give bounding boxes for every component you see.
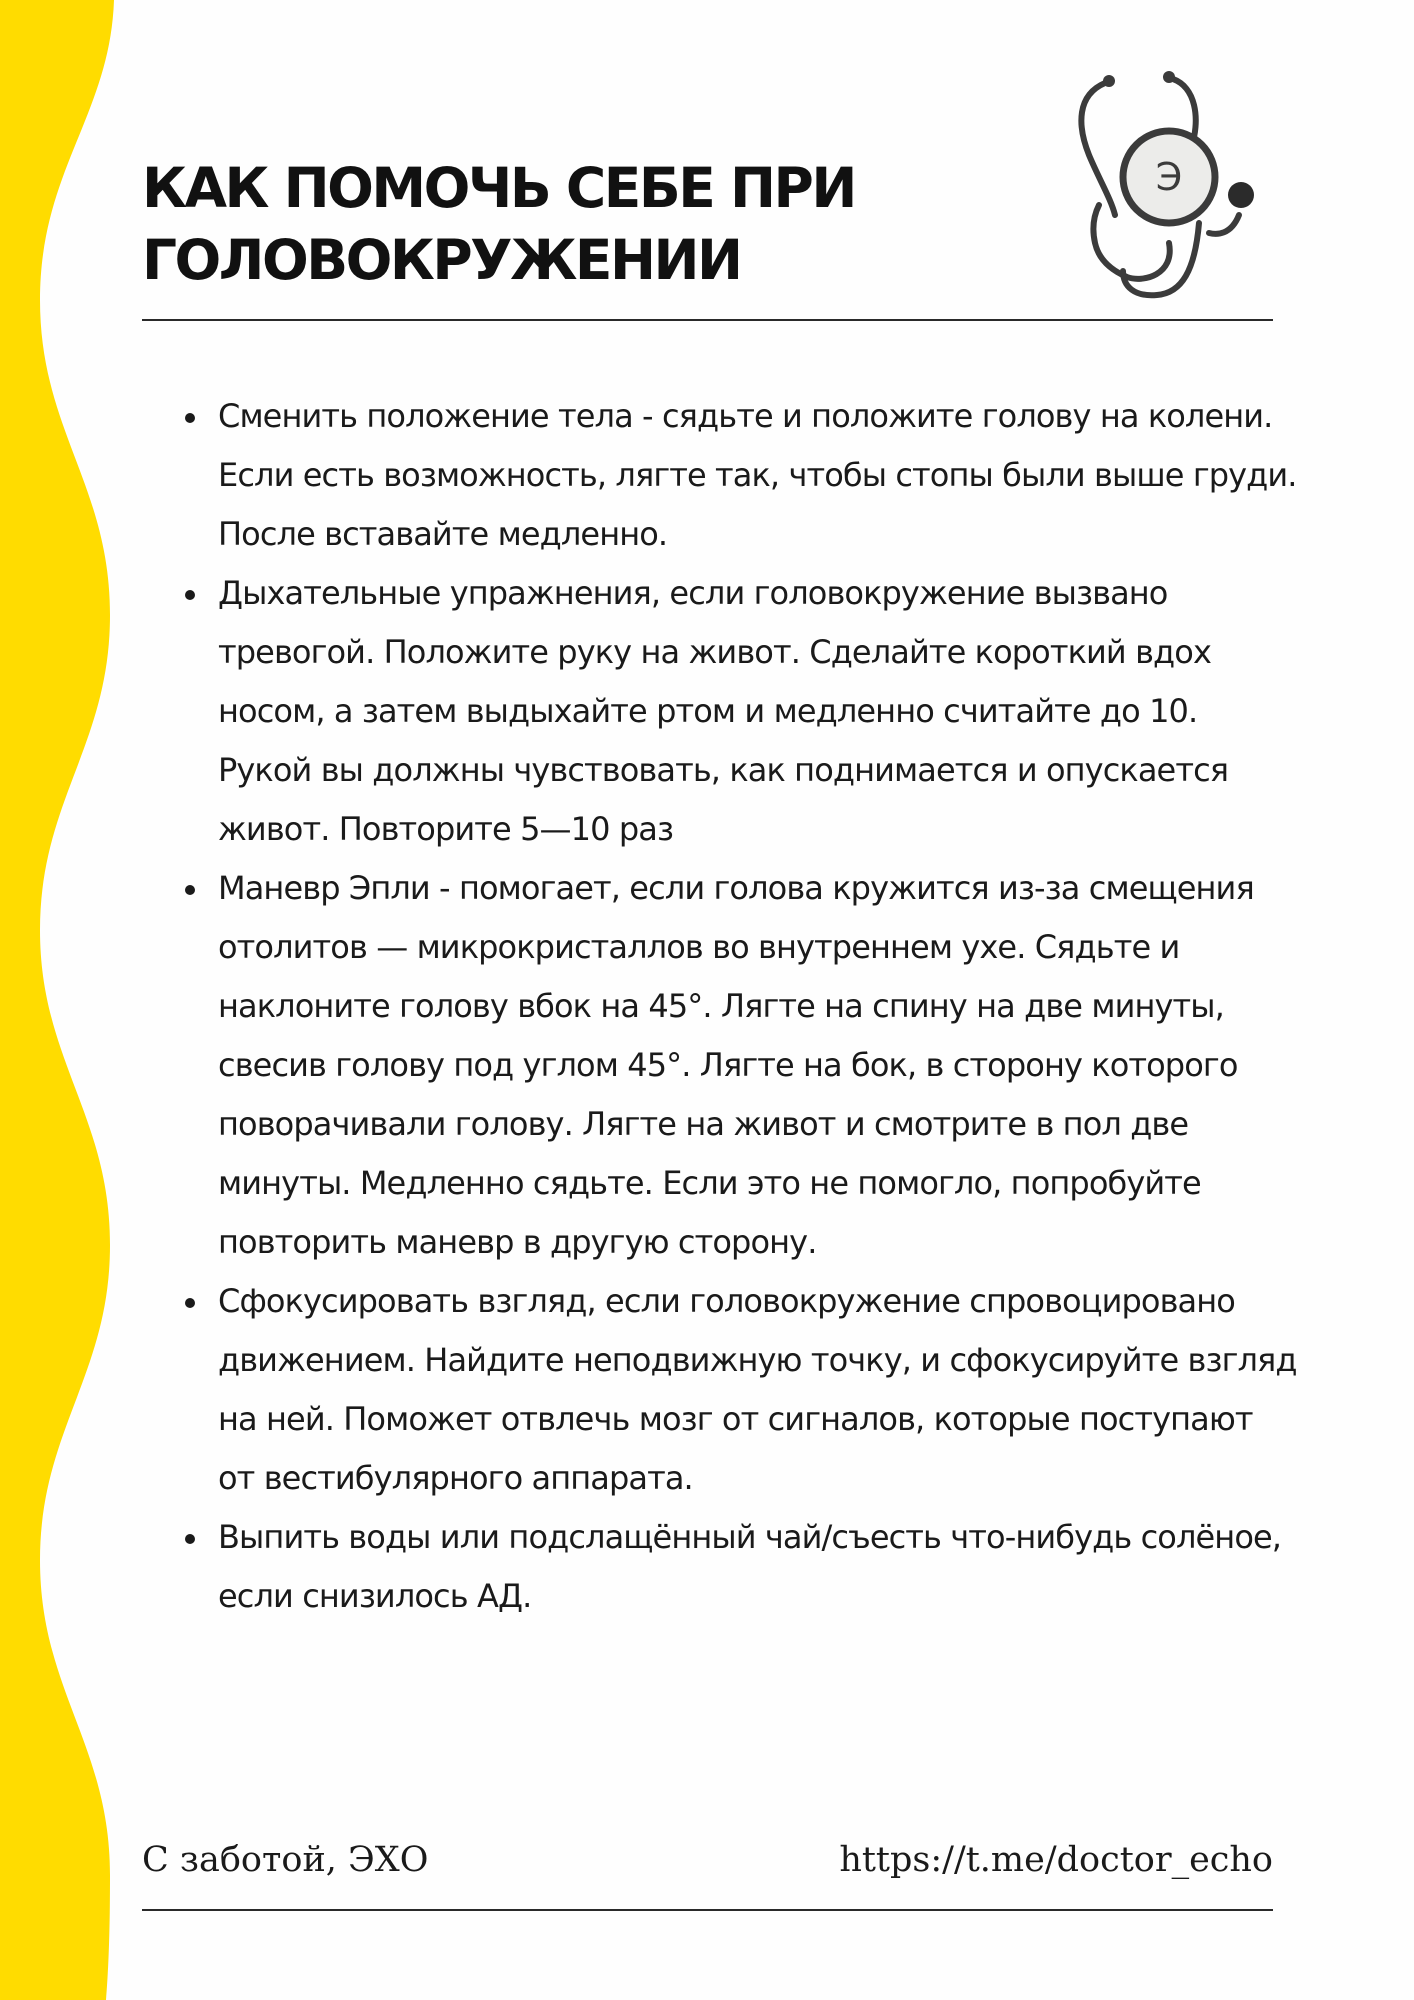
list-item: [218, 1508, 1298, 1626]
page-title: КАК ПОМОЧЬ СЕБЕ ПРИ ГОЛОВОКРУЖЕНИИ: [142, 156, 855, 292]
tip-text: Дыхательные упражнения, если головокружение вызвано тревогой. Положите руку на живот. Сделайте короткий вдох носом, а затем выдыхайте ртом и медленно считайте до 10. Рукой вы должны чувствовать, как поднимается и опускается живот. Повторите 5—10 раз: [218, 574, 1229, 848]
list-item: [218, 564, 1298, 859]
signature: С заботой, ЭХО: [142, 1840, 429, 1880]
tip-text: Сфокусировать взгляд, если головокружение спровоцировано движением. Найдите неподвижную точку, и сфокусируйте взгляд на ней. Поможет отвлечь мозг от сигналов, которые поступают от вестибулярного аппарата.: [218, 1282, 1297, 1497]
telegram-link[interactable]: https://t.me/doctor_echo: [839, 1840, 1273, 1880]
bullet-icon: [185, 885, 195, 895]
footer-divider: [142, 1909, 1273, 1911]
yellow-wave-shape: [0, 0, 114, 2000]
tip-text: Сменить положение тела - сядьте и положите голову на колени. Если есть возможность, лягте так, чтобы стопы были выше груди. После вставайте медленно.: [218, 397, 1297, 553]
bullet-icon: [185, 1534, 195, 1544]
list-item: [218, 387, 1298, 564]
tip-text: Выпить воды или подслащённый чай/съесть что-нибудь солёное, если снизилось АД.: [218, 1518, 1282, 1615]
tube-end: [1228, 182, 1254, 208]
earpiece-right: [1163, 71, 1175, 83]
logo-letter: Э: [1155, 155, 1183, 199]
earpiece-left: [1103, 75, 1115, 87]
bullet-icon: [185, 590, 195, 600]
list-item: [218, 1272, 1298, 1508]
stethoscope-icon: [1065, 65, 1265, 305]
bullet-icon: [185, 1298, 195, 1308]
tips-list: [218, 387, 1298, 1626]
bullet-icon: [185, 413, 195, 423]
header-divider: [142, 319, 1273, 321]
list-item: [218, 859, 1298, 1272]
yellow-wave-border: [0, 0, 140, 2000]
tip-text: Маневр Эпли - помогает, если голова кружится из-за смещения отолитов — микрокристаллов во внутреннем ухе. Сядьте и наклоните голову вбок на 45°. Лягте на спину на две минуты, свесив голову под углом 45°. Лягте на бок, в сторону которого поворачивали голову. Лягте на живот и смотрите в пол две минуты. Медленно сядьте. Если это не помогло, попробуйте повторить маневр в другую сторону.: [218, 869, 1254, 1261]
